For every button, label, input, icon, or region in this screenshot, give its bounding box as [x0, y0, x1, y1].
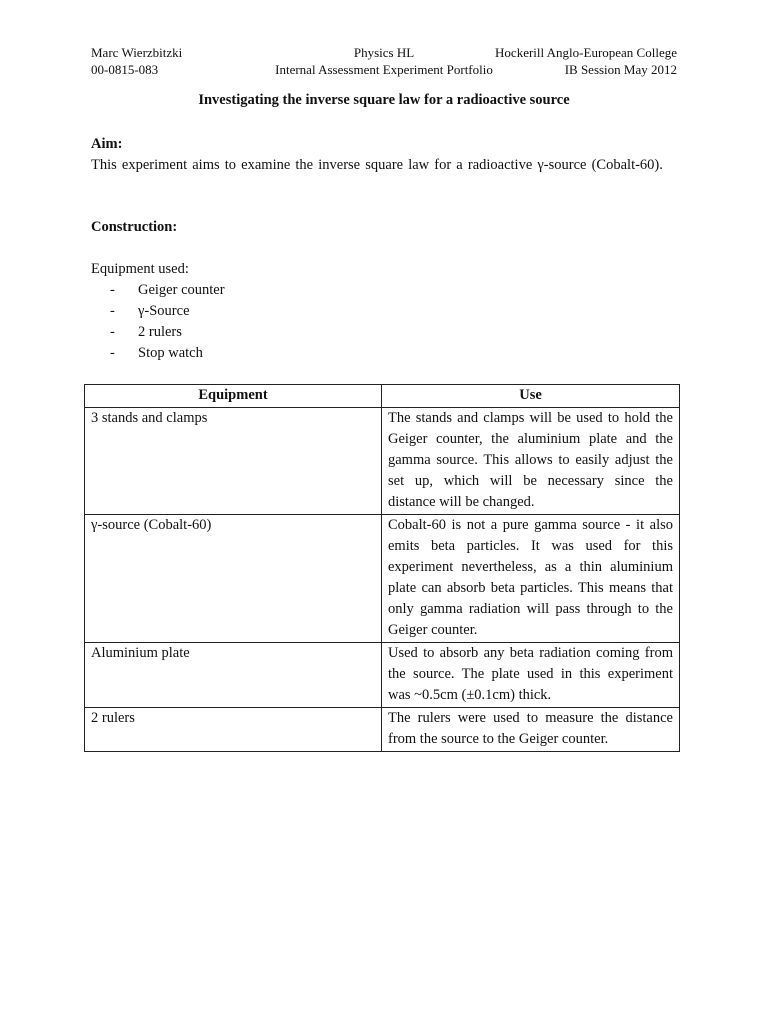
aim-heading: Aim: — [91, 136, 123, 152]
use-cell: Cobalt-60 is not a pure gamma source - it also emits beta particles. It was used for this experiment nevertheless, as a thin aluminium plate can absorb beta particles. This means that only gamma radiation will pass through to the Geiger counter. — [382, 515, 680, 643]
header-subject: Physics HL — [353, 45, 415, 60]
list-bullet: - — [110, 282, 115, 298]
header-author: Marc Wierzbitzki — [91, 45, 183, 60]
header-row-1 — [91, 44, 677, 61]
equipment-cell: Aluminium plate — [85, 643, 382, 708]
document-title: Investigating the inverse square law for a radioactive source — [198, 92, 570, 108]
use-cell: Used to absorb any beta radiation coming from the source. The plate used in this experiment was ~0.5cm (±0.1cm) thick. — [382, 643, 680, 708]
use-cell: The stands and clamps will be used to hold the Geiger counter, the aluminium plate and the gamma source. This allows to easily adjust the set up, which will be necessary since the distance will be changed. — [382, 408, 680, 515]
table-header-row — [85, 385, 680, 408]
header-school: Hockerill Anglo-European College — [495, 45, 677, 60]
table-row — [85, 643, 680, 708]
aim-text: This experiment aims to examine the inverse square law for a radioactive γ-source (Cobalt-60). — [91, 157, 663, 173]
equipment-list-item — [110, 343, 225, 364]
equipment-list-item — [110, 322, 225, 343]
use-cell: The rulers were used to measure the distance from the source to the Geiger counter. — [382, 708, 680, 752]
equipment-item-label: γ-Source — [138, 303, 190, 319]
list-bullet: - — [110, 324, 115, 340]
equipment-item-label: Stop watch — [138, 345, 203, 361]
equipment-list — [110, 280, 225, 364]
list-bullet: - — [110, 303, 115, 319]
list-bullet: - — [110, 345, 115, 361]
table-row — [85, 408, 680, 515]
table-row — [85, 515, 680, 643]
page-header — [91, 44, 677, 78]
header-session: IB Session May 2012 — [564, 62, 677, 77]
equipment-list-item — [110, 280, 225, 301]
header-row-2 — [91, 61, 677, 78]
column-header-equipment: Equipment — [85, 385, 382, 408]
equipment-cell: 2 rulers — [85, 708, 382, 752]
equipment-cell: 3 stands and clamps — [85, 408, 382, 515]
header-candidate-number: 00-0815-083 — [91, 62, 159, 77]
equipment-cell: γ-source (Cobalt-60) — [85, 515, 382, 643]
construction-heading: Construction: — [91, 219, 178, 235]
equipment-table — [84, 384, 680, 752]
equipment-item-label: 2 rulers — [138, 324, 182, 340]
equipment-heading: Equipment used: — [91, 261, 189, 277]
table-row — [85, 708, 680, 752]
column-header-use: Use — [382, 385, 680, 408]
header-portfolio: Internal Assessment Experiment Portfolio — [275, 62, 493, 77]
equipment-item-label: Geiger counter — [138, 282, 225, 298]
equipment-list-item — [110, 301, 225, 322]
